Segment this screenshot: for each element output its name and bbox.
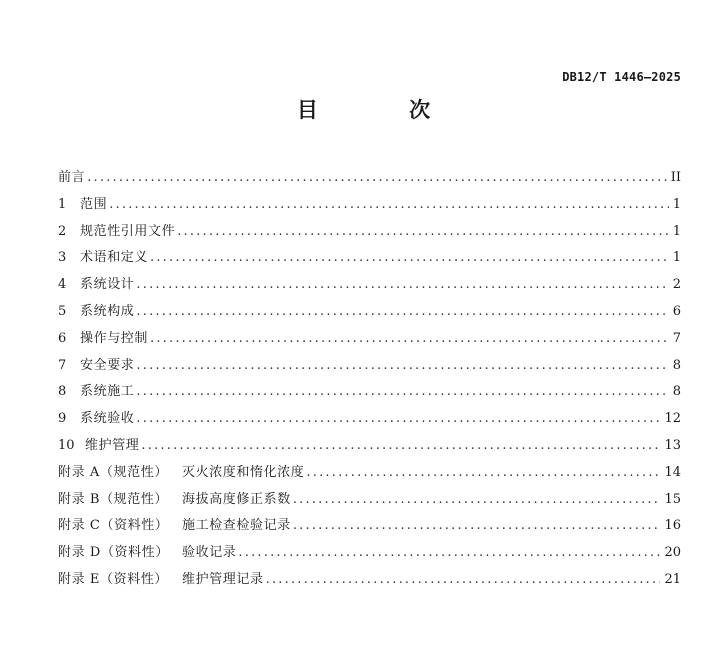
appendix-prefix: 附录 A（规范性） bbox=[58, 464, 168, 480]
dot-leader bbox=[238, 540, 660, 567]
toc-entry-number: 6 bbox=[58, 330, 67, 346]
toc-entry[interactable] bbox=[58, 353, 681, 380]
toc-entry[interactable] bbox=[58, 326, 681, 353]
toc-entry-number: 10 bbox=[58, 437, 75, 453]
toc-entry-page: 1 bbox=[672, 196, 681, 212]
document-code: DB12/T 1446—2025 bbox=[562, 70, 681, 84]
toc-entry[interactable] bbox=[58, 299, 681, 326]
toc-entry[interactable] bbox=[58, 379, 681, 406]
toc-entry[interactable] bbox=[58, 192, 681, 219]
toc-entry-number: 3 bbox=[58, 250, 67, 266]
toc-entry[interactable] bbox=[58, 272, 681, 299]
toc-entry[interactable] bbox=[58, 245, 681, 272]
toc-entry-label: 术语和定义 bbox=[80, 250, 149, 266]
toc-entry-page: 16 bbox=[664, 518, 681, 534]
toc-entry-page: 13 bbox=[664, 437, 681, 453]
dot-leader bbox=[109, 192, 669, 219]
page-title: 目 次 bbox=[296, 98, 473, 122]
toc-entry-label: 系统验收 bbox=[80, 411, 135, 427]
toc-entry-label: 前言 bbox=[58, 170, 86, 185]
toc-entry-label: 系统施工 bbox=[80, 384, 135, 400]
toc-entry-page: 8 bbox=[672, 384, 681, 400]
toc-entry-page: 8 bbox=[672, 357, 681, 373]
toc-entry-label: 系统设计 bbox=[80, 277, 135, 293]
toc-entry-page: 20 bbox=[664, 545, 681, 561]
toc-entry-page: 12 bbox=[664, 411, 681, 427]
appendix-prefix: 附录 C（资料性） bbox=[58, 518, 169, 534]
toc-entry-page: 1 bbox=[672, 223, 681, 239]
dot-leader bbox=[136, 353, 668, 380]
toc-entry-page: II bbox=[670, 170, 681, 185]
dot-leader bbox=[150, 326, 669, 353]
dot-leader bbox=[136, 299, 668, 326]
toc-entry-label: 海拔高度修正系数 bbox=[182, 491, 291, 507]
appendix-prefix: 附录 E（资料性） bbox=[58, 571, 169, 587]
dot-leader bbox=[136, 379, 668, 406]
dot-leader bbox=[306, 460, 660, 487]
dot-leader bbox=[136, 406, 660, 433]
toc-entry-label: 安全要求 bbox=[80, 357, 135, 373]
toc-entry-label: 操作与控制 bbox=[80, 330, 149, 346]
toc-entry-number: 9 bbox=[58, 411, 67, 427]
toc-entry-label: 灭火浓度和惰化浓度 bbox=[182, 464, 305, 480]
table-of-contents bbox=[58, 165, 681, 594]
toc-entry[interactable] bbox=[58, 406, 681, 433]
dot-leader bbox=[141, 433, 660, 460]
toc-entry-number: 4 bbox=[58, 277, 67, 293]
toc-entry-label: 系统构成 bbox=[80, 303, 135, 319]
toc-entry[interactable] bbox=[58, 433, 681, 460]
toc-appendix-entry[interactable] bbox=[58, 460, 681, 487]
toc-entry-page: 15 bbox=[664, 491, 681, 507]
appendix-prefix: 附录 B（规范性） bbox=[58, 491, 169, 507]
toc-entry-page: 2 bbox=[672, 277, 681, 293]
dot-leader bbox=[266, 567, 661, 594]
toc-appendix-entry[interactable] bbox=[58, 567, 681, 594]
toc-entry[interactable] bbox=[58, 219, 681, 246]
dot-leader bbox=[87, 165, 667, 192]
toc-entry-number: 5 bbox=[58, 303, 67, 319]
toc-appendix-entry[interactable] bbox=[58, 487, 681, 514]
toc-entry-label: 维护管理 bbox=[85, 437, 140, 453]
toc-appendix-entry[interactable] bbox=[58, 540, 681, 567]
toc-entry-page: 7 bbox=[672, 330, 681, 346]
toc-entry-label: 规范性引用文件 bbox=[80, 223, 176, 239]
dot-leader bbox=[150, 245, 669, 272]
toc-entry-page: 6 bbox=[672, 303, 681, 319]
toc-entry-page: 14 bbox=[664, 464, 681, 480]
toc-entry-page: 21 bbox=[664, 571, 681, 587]
toc-entry-number: 2 bbox=[58, 223, 67, 239]
toc-entry-label: 施工检查检验记录 bbox=[182, 518, 291, 534]
dot-leader bbox=[177, 219, 669, 246]
toc-entry-number: 8 bbox=[58, 384, 67, 400]
dot-leader bbox=[293, 487, 661, 514]
toc-appendix-entry[interactable] bbox=[58, 513, 681, 540]
toc-entry-label: 范围 bbox=[80, 196, 108, 212]
appendix-prefix: 附录 D（资料性） bbox=[58, 545, 169, 561]
toc-entry-page: 1 bbox=[672, 250, 681, 266]
toc-entry-label: 验收记录 bbox=[182, 545, 237, 561]
toc-entry-number: 1 bbox=[58, 196, 67, 212]
toc-entry-number: 7 bbox=[58, 357, 67, 373]
dot-leader bbox=[293, 513, 661, 540]
toc-entry-label: 维护管理记录 bbox=[182, 571, 264, 587]
dot-leader bbox=[136, 272, 668, 299]
toc-entry-foreword[interactable] bbox=[58, 165, 681, 192]
